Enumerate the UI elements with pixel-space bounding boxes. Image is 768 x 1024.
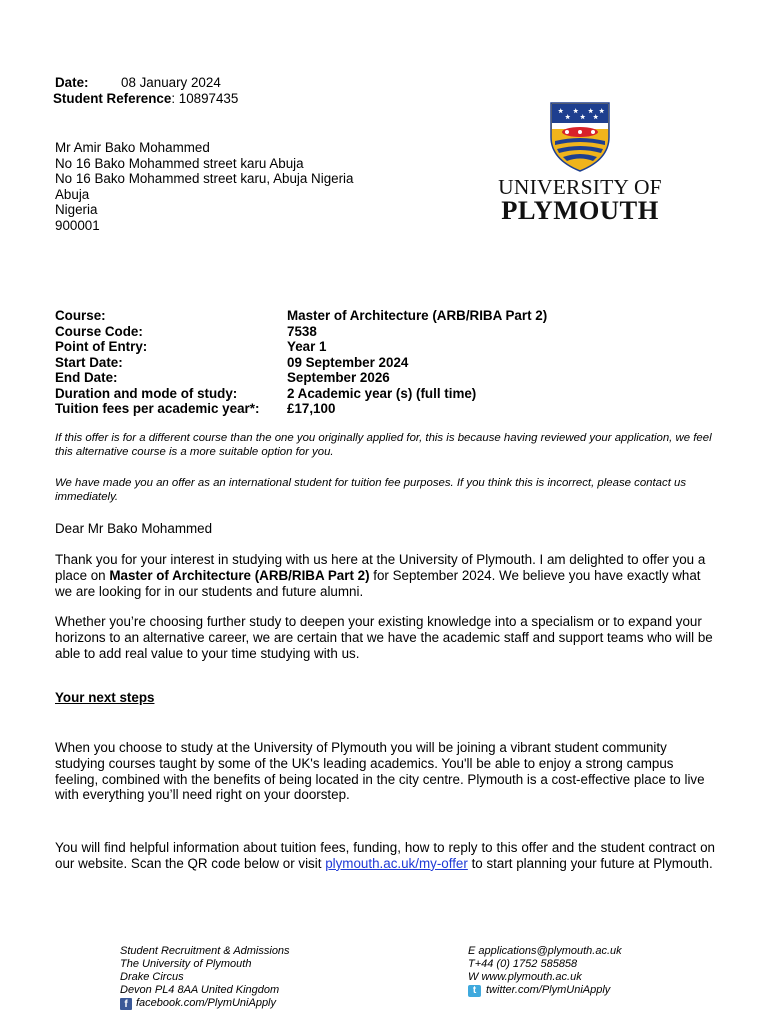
footer-phone: T+44 (0) 1752 585858 [468, 958, 578, 970]
footer-line: Student Recruitment & Admissions [120, 945, 290, 957]
twitter-text: twitter.com/PlymUniApply [486, 984, 611, 996]
recipient-address [55, 140, 353, 233]
date-label: Date: [55, 75, 89, 90]
address-line: No 16 Bako Mohammed street karu, Abuja Nigeria [55, 171, 354, 186]
point-of-entry-value: Year 1 [287, 339, 327, 354]
course-code-value: 7538 [287, 323, 317, 339]
logo-line-2: PLYMOUTH [501, 195, 659, 225]
logo-line-1: UNIVERSITY OF [498, 175, 662, 199]
footer-line: Drake Circus [120, 971, 184, 983]
start-date-label: Start Date: [55, 354, 123, 370]
my-offer-link[interactable]: plymouth.ac.uk/my-offer [325, 855, 468, 871]
end-date-value: September 2026 [287, 370, 390, 385]
course-label: Course: [55, 308, 106, 323]
start-date-row [55, 355, 547, 371]
footer-email[interactable]: E applications@plymouth.ac.uk [468, 945, 622, 957]
paragraph-text: You will find helpful information about tuition fees, funding, how to reply to this offer and the student contract on our website. Scan the QR code below or visit [55, 840, 715, 871]
next-steps-heading: Your next steps [55, 690, 155, 705]
paragraph-text: Thank you for your interest in studying with us here at the University of Plymouth. I am delighted to offer you a place on [55, 552, 706, 583]
salutation: Dear Mr Bako Mohammed [55, 521, 213, 536]
date-value: 08 January 2024 [121, 75, 221, 90]
university-crest-icon [549, 101, 611, 173]
date-line [55, 75, 221, 91]
footer-contact [468, 945, 622, 997]
international-fee-note: We have made you an offer as an international student for tuition fee purposes. If you think this is incorrect, please contact us immediately. [55, 477, 687, 504]
start-date-value: 09 September 2024 [287, 354, 409, 370]
tuition-fees-label: Tuition fees per academic year*: [55, 401, 260, 416]
footer-line: Devon PL4 8AA United Kingdom [120, 984, 280, 996]
address-line: 900001 [55, 217, 100, 233]
end-date-row [55, 370, 547, 386]
paragraph-offer [55, 552, 715, 599]
address-line: Nigeria [55, 202, 98, 217]
twitter-icon: t [468, 985, 481, 997]
course-details [55, 308, 547, 417]
paragraph-text: to start planning your future at Plymouth. [467, 855, 713, 871]
point-of-entry-row [55, 339, 547, 355]
address-line: Abuja [55, 186, 90, 202]
paragraph-helpful-info [55, 840, 715, 872]
course-row [55, 308, 547, 324]
duration-row [55, 386, 547, 402]
point-of-entry-label: Point of Entry: [55, 339, 148, 354]
duration-value: 2 Academic year (s) (full time) [287, 385, 477, 401]
footer-website[interactable]: W www.plymouth.ac.uk [468, 971, 582, 983]
paragraph-student-community: When you choose to study at the University of Plymouth you will be joining a vibrant student community studying courses taught by some of the UK's leading academics. You'll be able to enjoy a strong campus feeling, combined with the benefits of being located in the city centre. Plymouth is a cost-effective place to live with everything you’ll need right on your doorstep. [55, 740, 705, 803]
facebook-link[interactable] [120, 997, 290, 1010]
tuition-fees-row [55, 401, 547, 417]
paragraph-text: for September 2024. We believe you have exactly what we are looking for in our students and future alumni. [55, 567, 701, 599]
university-logo-text [489, 175, 671, 225]
course-name-bold: Master of Architecture (ARB/RIBA Part 2) [109, 567, 370, 583]
alternative-course-note: If this offer is for a different course than the one you originally applied for, this is because having reviewed your application, we feel this alternative course is a more suitable option for you. [55, 432, 712, 459]
paragraph-further-study: Whether you’re choosing further study to deepen your existing knowledge into a specialism or to expand your horizons to an alternative career, we are certain that we have the academic staff and support teams who will be able to add real value to your time studying with us. [55, 614, 713, 661]
facebook-icon: f [120, 998, 132, 1010]
duration-label: Duration and mode of study: [55, 385, 238, 401]
course-code-row [55, 324, 547, 340]
course-value: Master of Architecture (ARB/RIBA Part 2) [287, 308, 548, 323]
student-reference-label: Student Reference [53, 91, 172, 106]
footer-address [120, 945, 290, 1010]
end-date-label: End Date: [55, 370, 118, 385]
address-line: No 16 Bako Mohammed street karu Abuja [55, 155, 304, 171]
twitter-link[interactable] [468, 984, 622, 997]
address-line: Mr Amir Bako Mohammed [55, 140, 210, 155]
student-reference-value: : 10897435 [171, 91, 239, 106]
student-reference-line [53, 91, 238, 107]
footer-line: The University of Plymouth [120, 958, 252, 970]
tuition-fees-value: £17,100 [287, 401, 336, 416]
facebook-text: facebook.com/PlymUniApply [136, 997, 277, 1009]
course-code-label: Course Code: [55, 323, 143, 339]
